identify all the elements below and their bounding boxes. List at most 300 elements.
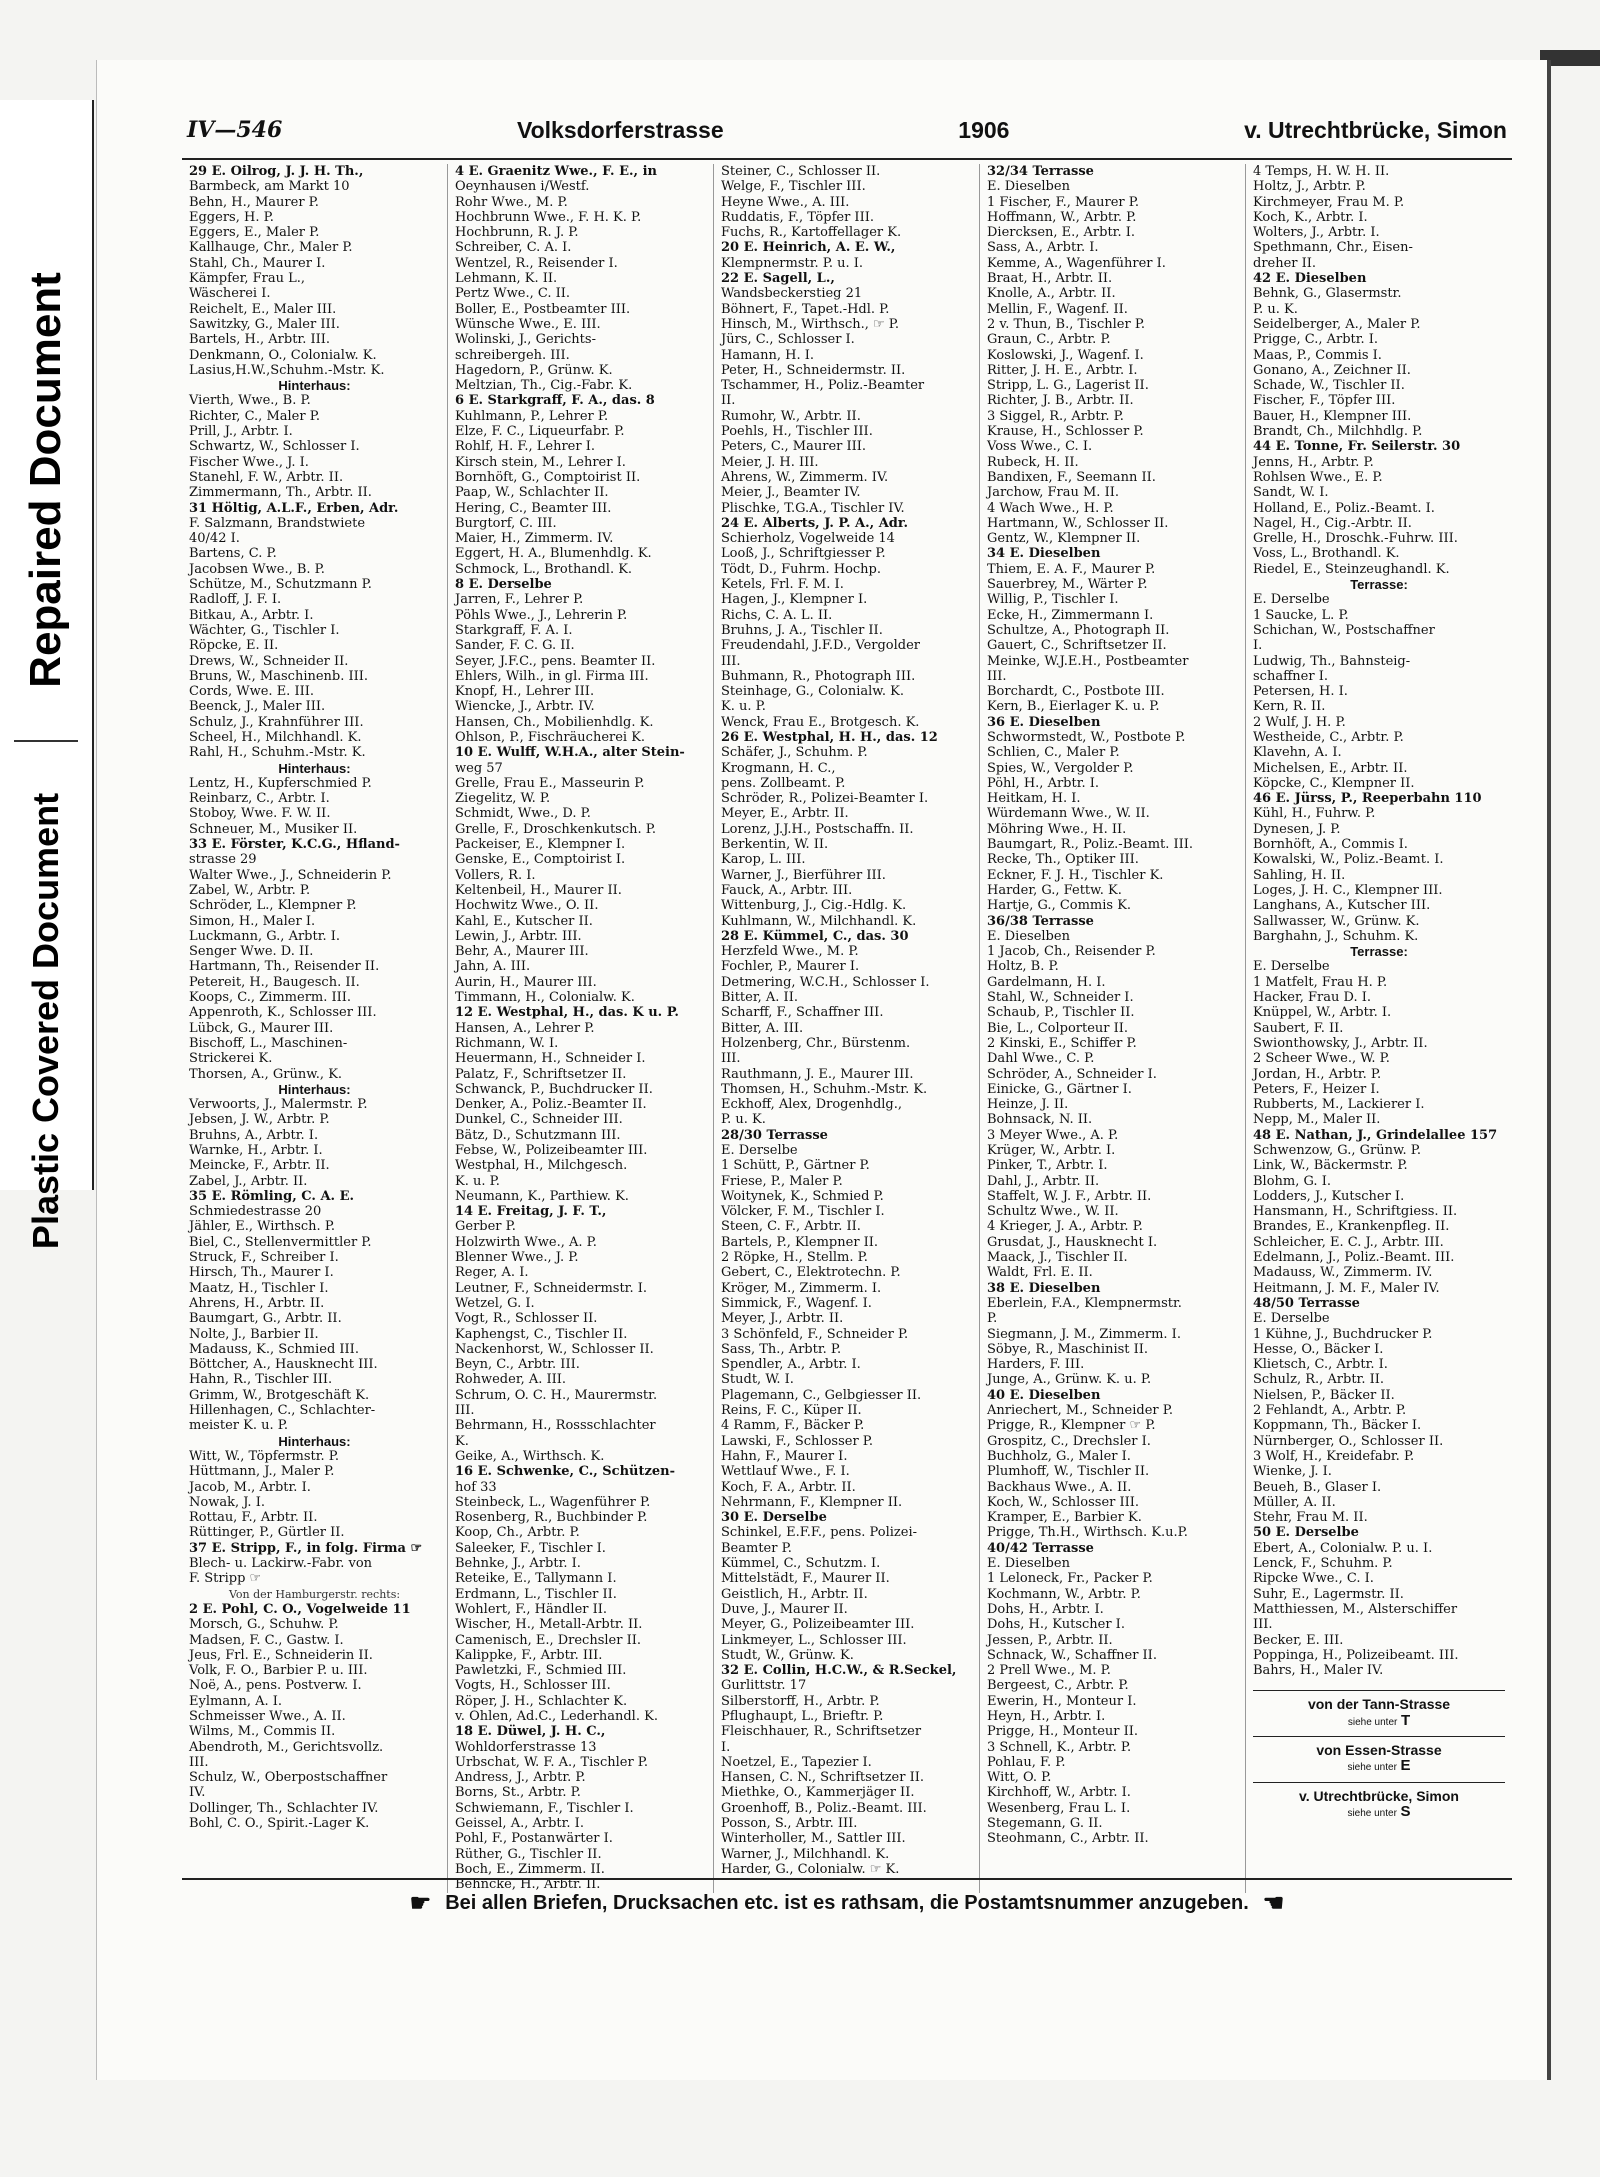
resident-entry: Miethke, O., Kammerjäger II. xyxy=(721,1785,915,1801)
resident-entry: E. Dieselben xyxy=(987,928,1070,944)
resident-entry: Petereit, H., Baugesch. II. xyxy=(189,974,360,990)
resident-entry: Schröder, A., Schneider I. xyxy=(987,1066,1157,1082)
archival-side-tab xyxy=(0,100,94,1250)
house-entry: 34 E. Dieselben xyxy=(987,546,1101,562)
house-entry: 37 E. Stripp, F., in folg. Firma ☞ xyxy=(189,1540,423,1556)
resident-entry: 4 Krieger, J. A., Arbtr. P. xyxy=(987,1219,1143,1235)
resident-entry: Schaub, P., Tischler II. xyxy=(987,1005,1135,1021)
house-entry: 20 E. Heinrich, A. E. W., xyxy=(721,240,896,256)
resident-entry: Lodders, J., Kutscher I. xyxy=(1253,1188,1405,1204)
resident-entry: 2 Prell Wwe., M. P. xyxy=(987,1663,1111,1679)
resident-entry: Freudendahl, J.F.D., Vergolder xyxy=(721,638,921,654)
resident-entry: strasse 29 xyxy=(189,852,257,868)
house-entry: 2 E. Pohl, C. O., Vogelweide 11 xyxy=(189,1601,411,1617)
house-entry: 4 E. Graenitz Wwe., F. E., in xyxy=(455,164,657,179)
resident-entry: Simon, H., Maler I. xyxy=(189,913,316,929)
resident-entry: Voss, L., Brothandl. K. xyxy=(1253,546,1400,562)
house-entry: 38 E. Dieselben xyxy=(987,1280,1101,1296)
house-entry: 40 E. Dieselben xyxy=(987,1387,1101,1403)
resident-entry: Krüger, W., Arbtr. I. xyxy=(987,1143,1116,1158)
resident-entry: Grelle, H., Droschk.-Fuhrw. III. xyxy=(1253,531,1458,547)
resident-entry: Dohs, H., Arbtr. I. xyxy=(987,1601,1104,1617)
resident-entry: Stanehl, F. W., Arbtr. II. xyxy=(189,469,344,485)
section-note: Von der Hamburgerstr. rechts: xyxy=(228,1587,401,1601)
resident-entry: Witt, W., Töpfermstr. P. xyxy=(189,1448,340,1464)
resident-entry: Nagel, H., Cig.-Arbtr. II. xyxy=(1253,515,1412,531)
resident-entry: Hartmann, Th., Reisender II. xyxy=(189,959,380,975)
resident-entry: Schultz Wwe., W. II. xyxy=(987,1204,1119,1220)
resident-entry: Schierholz, Vogelweide 14 xyxy=(721,531,895,547)
resident-entry: Schwormstedt, W., Postbote P. xyxy=(987,729,1186,745)
resident-entry: Reinbarz, C., Arbtr. I. xyxy=(189,791,330,807)
resident-entry: Graun, C., Arbtr. P. xyxy=(987,332,1111,348)
resident-entry: Buhmann, R., Photograph III. xyxy=(721,668,916,684)
resident-entry: E. Dieselben xyxy=(987,179,1070,195)
resident-entry: Wetzel, G. I. xyxy=(455,1295,535,1311)
cross-reference-letter: S xyxy=(1400,1802,1411,1820)
resident-entry: Bartens, C. P. xyxy=(189,546,277,562)
resident-entry: Fleischhauer, R., Schriftsetzer xyxy=(721,1724,922,1740)
resident-entry: Elze, F. C., Liqueurfabr. P. xyxy=(455,424,625,440)
resident-entry: Wohldorferstrasse 13 xyxy=(455,1739,597,1755)
resident-entry: Prill, J., Arbtr. I. xyxy=(189,424,293,440)
resident-entry: Schreiber, C. A. I. xyxy=(455,240,572,256)
resident-entry: 1 Matfelt, Frau H. P. xyxy=(1253,974,1388,990)
resident-entry: Sallwasser, W., Grünw. K. xyxy=(1253,913,1420,929)
resident-entry: Kern, R. II. xyxy=(1253,699,1326,715)
resident-entry: Meincke, F., Arbtr. II. xyxy=(189,1158,330,1174)
resident-entry: Gebert, C., Elektrotechn. P. xyxy=(721,1265,901,1281)
resident-entry: Bruns, W., Maschinenb. III. xyxy=(189,668,369,684)
resident-entry: Lasius,H.W.,Schuhm.-Mstr. K. xyxy=(189,362,385,378)
resident-entry: Pawletzki, F., Schmied III. xyxy=(455,1663,627,1679)
resident-entry: Herzfeld Wwe., M. P. xyxy=(721,944,859,960)
resident-entry: Braat, H., Arbtr. II. xyxy=(987,271,1113,287)
resident-entry: Schleicher, E. C. J., Arbtr. III. xyxy=(1253,1234,1444,1250)
resident-entry: Harder, G., Fettw. K. xyxy=(987,882,1122,898)
resident-entry: Rosenberg, R., Buchbinder P. xyxy=(455,1510,648,1526)
resident-entry: Nowak, J. I. xyxy=(189,1494,265,1510)
resident-entry: Schinkel, E.F.F., pens. Polizei- xyxy=(721,1525,918,1541)
resident-entry: Witt, O. P. xyxy=(987,1770,1052,1786)
resident-entry: Koch, W., Schlosser III. xyxy=(987,1494,1140,1510)
house-entry: 30 E. Derselbe xyxy=(721,1510,827,1526)
resident-entry: Jordan, H., Arbtr. P. xyxy=(1253,1066,1382,1082)
resident-entry: Pöhls Wwe., J., Lehrerin P. xyxy=(455,607,628,623)
resident-entry: Bitter, A. II. xyxy=(721,990,798,1006)
resident-entry: Brandt, Ch., Milchhdlg. P. xyxy=(1253,424,1423,440)
resident-entry: Neumann, K., Parthiew. K. xyxy=(455,1188,629,1204)
resident-entry: 1 Saucke, L. P. xyxy=(1253,607,1349,623)
resident-entry: Reins, F. C., Küper II. xyxy=(721,1403,862,1419)
resident-entry: Beyn, C., Arbtr. III. xyxy=(455,1357,580,1373)
resident-entry: Jähler, E., Wirthsch. P. xyxy=(189,1219,336,1235)
resident-entry: Luckmann, G., Arbtr. I. xyxy=(189,928,341,944)
resident-entry: Maack, J., Tischler II. xyxy=(987,1250,1128,1266)
section-heading: Terrasse: xyxy=(1350,944,1408,960)
resident-entry: Pinker, T., Arbtr. I. xyxy=(987,1158,1108,1174)
resident-entry: Dollinger, Th., Schlachter IV. xyxy=(189,1800,379,1816)
resident-entry: Nielsen, P., Bäcker II. xyxy=(1253,1387,1395,1403)
resident-entry: Schrum, O. C. H., Maurermstr. xyxy=(455,1387,658,1403)
resident-entry: Lawski, F., Schlosser P. xyxy=(721,1433,874,1449)
resident-entry: Mellin, F., Wagenf. II. xyxy=(987,301,1128,317)
resident-entry: Wächter, G., Tischler I. xyxy=(189,622,340,638)
resident-entry: Grelle, Frau E., Masseurin P. xyxy=(455,775,645,791)
resident-entry: Eylmann, A. I. xyxy=(189,1693,282,1709)
house-entry: 44 E. Tonne, Fr. Seilerstr. 30 xyxy=(1253,439,1461,455)
cross-reference-box xyxy=(1253,1690,1505,1736)
resident-entry: Holzenberg, Chr., Bürstenm. xyxy=(721,1035,911,1051)
resident-entry: Klavehn, A. I. xyxy=(1253,745,1342,761)
resident-entry: Ludwig, Th., Bahnsteig- xyxy=(1253,653,1411,669)
section-heading: Hinterhaus: xyxy=(278,1433,351,1449)
resident-entry: Barghahn, J., Schuhm. K. xyxy=(1253,928,1419,944)
resident-entry: Jürs, C., Schlosser I. xyxy=(721,332,855,348)
resident-entry: Jacob, M., Arbtr. I. xyxy=(189,1479,311,1495)
resident-entry: hof 33 xyxy=(455,1479,497,1495)
resident-entry: Geistlich, H., Arbtr. II. xyxy=(721,1586,868,1602)
resident-entry: Völcker, F. M., Tischler I. xyxy=(721,1204,885,1220)
resident-entry: Schultze, A., Photograph II. xyxy=(987,622,1170,638)
pointing-hand-left-icon: ☛ xyxy=(409,1889,432,1917)
column-3 xyxy=(714,164,980,1893)
resident-entry: Bornhöft, A., Commis I. xyxy=(1253,837,1408,853)
resident-entry: Beenck, J., Maler III. xyxy=(189,699,326,715)
resident-entry: Gauert, C., Schriftsetzer II. xyxy=(987,638,1167,654)
header-rule xyxy=(182,158,1512,160)
resident-entry: Kemme, A., Wagenführer I. xyxy=(987,255,1166,271)
resident-entry: Kramper, E., Barbier K. xyxy=(987,1510,1142,1526)
resident-entry: Gardelmann, H. I. xyxy=(987,974,1106,990)
house-entry: 48/50 Terrasse xyxy=(1253,1295,1360,1311)
resident-entry: Baumgart, R., Poliz.-Beamt. III. xyxy=(987,837,1194,853)
resident-entry: Prigge, Th.H., Wirthsch. K.u.P. xyxy=(987,1525,1188,1541)
resident-entry: Schwanck, P., Buchdrucker II. xyxy=(455,1081,653,1097)
resident-entry: Zabel, J., Arbtr. II. xyxy=(189,1173,308,1189)
resident-entry: Klempnermstr. P. u. I. xyxy=(721,255,864,271)
resident-entry: Seidelberger, A., Maler P. xyxy=(1253,316,1421,332)
resident-entry: Jebsen, J. W., Arbtr. P. xyxy=(189,1112,330,1128)
resident-entry: Knolle, A., Arbtr. II. xyxy=(987,286,1116,302)
resident-entry: Beamter P. xyxy=(721,1540,792,1556)
resident-entry: Boch, E., Zimmerm. II. xyxy=(455,1861,605,1877)
resident-entry: Gonano, A., Zeichner II. xyxy=(1253,362,1411,378)
resident-entry: E. Derselbe xyxy=(1253,959,1330,975)
cross-reference-letter: T xyxy=(1400,1711,1411,1729)
resident-entry: Böttcher, A., Hausknecht III. xyxy=(189,1357,378,1373)
resident-entry: Detmering, W.C.H., Schlosser I. xyxy=(721,974,930,990)
resident-entry: Petersen, H. I. xyxy=(1253,684,1348,700)
resident-entry: 2 v. Thun, B., Tischler P. xyxy=(987,316,1146,332)
resident-entry: Saleeker, F., Tischler I. xyxy=(455,1540,606,1556)
house-entry: 6 E. Starkgraff, F. A., das. 8 xyxy=(455,393,655,409)
resident-entry: Geike, A., Wirthsch. K. xyxy=(455,1448,605,1464)
resident-entry: Dohs, H., Kutscher I. xyxy=(987,1617,1125,1633)
resident-entry: Brandes, E., Krankenpfleg. II. xyxy=(1253,1219,1450,1235)
resident-entry: Kalippke, F., Arbtr. III. xyxy=(455,1647,603,1663)
resident-entry: Jacobsen Wwe., B. P. xyxy=(189,561,325,577)
resident-entry: Meyer, E., Arbtr. II. xyxy=(721,806,849,822)
resident-entry: Schmiedestrasse 20 xyxy=(189,1204,322,1220)
resident-entry: Eggers, E., Maler P. xyxy=(189,225,320,241)
cross-reference-title: von Essen-Strasse xyxy=(1316,1741,1442,1758)
house-entry: 48 E. Nathan, J., Grindelallee 157 xyxy=(1253,1127,1498,1143)
resident-entry: Lorenz, J.J.H., Postschaffn. II. xyxy=(721,821,914,837)
resident-entry: Schade, W., Tischler II. xyxy=(1253,378,1405,394)
house-entry: 35 E. Römling, C. A. E. xyxy=(189,1188,355,1204)
directory-columns xyxy=(182,164,1512,1893)
resident-entry: P. xyxy=(987,1311,998,1327)
resident-entry: Kaphengst, C., Tischler II. xyxy=(455,1326,628,1342)
resident-entry: Edelmann, J., Poliz.-Beamt. III. xyxy=(1253,1250,1455,1266)
resident-entry: Scheel, H., Milchhandl. K. xyxy=(189,729,362,745)
resident-entry: Sass, Th., Arbtr. P. xyxy=(721,1341,842,1357)
resident-entry: Rumohr, W., Arbtr. II. xyxy=(721,408,861,424)
resident-entry: Holzwirth Wwe., A. P. xyxy=(455,1234,597,1250)
resident-entry: Pöhl, H., Arbtr. I. xyxy=(987,775,1100,791)
resident-entry: 3 Schönfeld, F., Schneider P. xyxy=(721,1326,909,1342)
resident-entry: Plischke, T.G.A., Tischler IV. xyxy=(721,500,905,516)
column-2 xyxy=(448,164,714,1893)
resident-entry: Fauck, A., Arbtr. III. xyxy=(721,882,853,898)
resident-entry: Kuhlmann, W., Milchhandl. K. xyxy=(721,913,917,929)
street-range: v. Utrechtbrücke, Simon xyxy=(1244,116,1507,143)
cross-reference-title: v. Utrechtbrücke, Simon xyxy=(1298,1787,1459,1804)
resident-entry: 2 Fehlandt, A., Arbtr. P. xyxy=(1253,1403,1407,1419)
resident-entry: Stripp, L. G., Lagerist II. xyxy=(987,378,1149,394)
resident-entry: Studt, W., Grünw. K. xyxy=(721,1647,854,1663)
resident-entry: Nolte, J., Barbier II. xyxy=(189,1326,319,1342)
resident-entry: Riedel, E., Steinzeughandl. K. xyxy=(1253,561,1450,577)
resident-entry: Kochmann, W., Arbtr. P. xyxy=(987,1586,1141,1602)
year: 1906 xyxy=(958,116,1010,143)
resident-entry: Heyn, H., Arbtr. I. xyxy=(987,1708,1106,1724)
resident-entry: Barmbeck, am Markt 10 xyxy=(189,179,350,195)
resident-entry: Kirsch stein, M., Lehrer I. xyxy=(455,454,626,470)
resident-entry: Walter Wwe., J., Schneiderin P. xyxy=(189,867,392,883)
column-5 xyxy=(1246,164,1512,1893)
resident-entry: Madsen, F. C., Gastw. I. xyxy=(189,1632,344,1648)
resident-entry: Berkentin, W. II. xyxy=(721,837,829,853)
resident-entry: Prigge, H., Monteur II. xyxy=(987,1724,1139,1740)
resident-entry: Genske, E., Comptoirist I. xyxy=(455,852,626,868)
resident-entry: Schmeisser Wwe., A. II. xyxy=(189,1708,346,1724)
resident-entry: Eckner, F. J. H., Tischler K. xyxy=(987,867,1164,883)
resident-entry: Kahl, E., Kutscher II. xyxy=(455,913,593,929)
resident-entry: Spies, W., Vergolder P. xyxy=(987,760,1134,776)
resident-entry: Ahrens, H., Arbtr. II. xyxy=(189,1295,325,1311)
resident-entry: Köpcke, C., Klempner II. xyxy=(1253,775,1415,791)
resident-entry: Holland, E., Poliz.-Beamt. I. xyxy=(1253,500,1435,516)
resident-entry: Eckhoff, Alex, Drogenhdlg., xyxy=(721,1097,903,1113)
resident-entry: F. Stripp ☞ xyxy=(189,1571,262,1587)
resident-entry: Krogmann, H. C., xyxy=(721,760,836,776)
resident-entry: Thorsen, A., Grünw., K. xyxy=(189,1066,343,1082)
cross-reference-pointer xyxy=(1253,1758,1505,1775)
resident-entry: Madauss, K., Schmied III. xyxy=(189,1341,359,1357)
resident-entry: Hochwitz Wwe., O. II. xyxy=(455,898,599,914)
resident-entry: Scharff, F., Schaffner III. xyxy=(721,1005,884,1021)
resident-entry: 1 Fischer, F., Maurer P. xyxy=(987,194,1139,210)
resident-entry: Erdmann, L., Tischler II. xyxy=(455,1586,617,1602)
resident-entry: Bohnsack, N. II. xyxy=(987,1112,1093,1128)
resident-entry: Posson, S., Arbtr. III. xyxy=(721,1816,858,1832)
resident-entry: Geissel, A., Arbtr. I. xyxy=(455,1816,584,1832)
street-name: Volksdorferstrasse xyxy=(516,116,724,143)
resident-entry: Vierth, Wwe., B. P. xyxy=(189,393,311,409)
resident-entry: Behrmann, H., Rossschlachter xyxy=(455,1418,656,1434)
resident-entry: Wischer, H., Metall-Arbtr. II. xyxy=(455,1617,643,1633)
resident-entry: Kröger, M., Zimmerm. I. xyxy=(721,1280,882,1296)
resident-entry: Westheide, C., Arbtr. P. xyxy=(1253,729,1404,745)
resident-entry: Senger Wwe. D. II. xyxy=(189,944,314,960)
resident-entry: Sass, A., Arbtr. I. xyxy=(987,240,1099,256)
house-entry: 31 Höltig, A.L.F., Erben, Adr. xyxy=(189,500,399,516)
resident-entry: Peter, H., Schneidermstr. II. xyxy=(721,362,906,378)
resident-entry: Timmann, H., Colonialw. K. xyxy=(455,990,635,1006)
resident-entry: Lübck, G., Maurer III. xyxy=(189,1020,334,1036)
resident-entry: Recke, Th., Optiker III. xyxy=(987,852,1139,868)
resident-entry: Bauer, H., Klempner III. xyxy=(1253,408,1412,424)
resident-entry: Camenisch, E., Drechsler II. xyxy=(455,1632,641,1648)
resident-entry: schreibergeh. III. xyxy=(455,347,570,363)
resident-entry: Sandt, W. I. xyxy=(1253,485,1329,501)
resident-entry: Rubberts, M., Lackierer I. xyxy=(1253,1097,1425,1113)
resident-entry: P. u. K. xyxy=(721,1112,766,1128)
resident-entry: Meinke, W.J.E.H., Postbeamter xyxy=(987,653,1189,669)
resident-entry: Silberstorff, H., Arbtr. P. xyxy=(721,1693,880,1709)
resident-entry: K. u. P. xyxy=(455,1173,500,1189)
resident-entry: Hagedorn, P., Grünw. K. xyxy=(455,362,613,378)
resident-entry: 3 Siggel, R., Arbtr. P. xyxy=(987,408,1124,424)
resident-entry: Buchholz, G., Maler I. xyxy=(987,1448,1131,1464)
resident-entry: P. u. K. xyxy=(1253,301,1298,317)
resident-entry: 1 Kühne, J., Buchdrucker P. xyxy=(1253,1326,1433,1342)
directory-page xyxy=(96,60,1551,2080)
resident-entry: Holtz, J., Arbtr. P. xyxy=(1253,179,1366,195)
resident-entry: III. xyxy=(189,1754,209,1770)
resident-entry: Jenns, H., Arbtr. P. xyxy=(1253,454,1374,470)
resident-entry: Woitynek, K., Schmied P. xyxy=(721,1188,884,1204)
resident-entry: 4 Temps, H. W. H. II. xyxy=(1253,164,1390,179)
house-entry: 36/38 Terrasse xyxy=(987,913,1094,929)
resident-entry: Heyne Wwe., A. III. xyxy=(721,194,850,210)
resident-entry: Grospitz, C., Drechsler I. xyxy=(987,1433,1151,1449)
resident-entry: Schmidt, Wwe., D. P. xyxy=(455,806,591,822)
resident-entry: Schulz, R., Arbtr. II. xyxy=(1253,1372,1384,1388)
resident-entry: Rubeck, H. II. xyxy=(987,454,1079,470)
resident-entry: E. Derselbe xyxy=(1253,1311,1330,1327)
house-entry: 28 E. Kümmel, C., das. 30 xyxy=(721,928,909,944)
resident-entry: Hinsch, M., Wirthsch., ☞ P. xyxy=(721,316,900,332)
resident-entry: Schwiemann, F., Tischler I. xyxy=(455,1800,634,1816)
resident-entry: Stoboy, Wwe. F. W. II. xyxy=(189,806,331,822)
resident-entry: Söbye, R., Maschinist II. xyxy=(987,1341,1149,1357)
resident-entry: Maier, H., Zimmerm. IV. xyxy=(455,531,614,547)
resident-entry: IV. xyxy=(189,1785,206,1801)
resident-entry: Kallhauge, Chr., Maler P. xyxy=(189,240,353,256)
column-4 xyxy=(980,164,1246,1893)
resident-entry: Plagemann, C., Gelbgiesser II. xyxy=(721,1387,922,1403)
resident-entry: Rottau, F., Arbtr. II. xyxy=(189,1510,318,1526)
resident-entry: Schichan, W., Postschaffner xyxy=(1253,622,1435,638)
resident-entry: Ebert, A., Colonialw. P. u. I. xyxy=(1253,1540,1433,1556)
cross-reference-sub: siehe unter xyxy=(1347,1807,1397,1819)
resident-entry: Sauerbrey, M., Wärter P. xyxy=(987,577,1148,593)
resident-entry: Krause, H., Schlosser P. xyxy=(987,424,1144,440)
resident-entry: Boller, E., Postbeamter III. xyxy=(455,301,631,317)
resident-entry: Knopf, H., Lehrer III. xyxy=(455,684,595,700)
resident-entry: Jessen, P., Arbtr. II. xyxy=(987,1632,1113,1648)
resident-entry: Winterholler, M., Sattler III. xyxy=(721,1831,906,1847)
resident-entry: Schmock, L., Brothandl. K. xyxy=(455,561,633,577)
resident-entry: Heuermann, H., Schneider I. xyxy=(455,1051,646,1067)
cross-reference-letter: E xyxy=(1400,1757,1411,1775)
resident-entry: Hering, C., Beamter III. xyxy=(455,500,612,516)
resident-entry: Warner, J., Bierführer III. xyxy=(721,867,886,883)
cross-reference-title: von der Tann-Strasse xyxy=(1307,1696,1451,1713)
resident-entry: Tschammer, H., Poliz.-Beamter xyxy=(721,378,925,394)
resident-entry: Radloff, J. F. I. xyxy=(189,592,282,608)
resident-entry: Eggert, H. A., Blumenhdlg. K. xyxy=(455,546,652,562)
resident-entry: Rahl, H., Schuhm.-Mstr. K. xyxy=(189,745,366,761)
house-entry: 26 E. Westphal, H. H., das. 12 xyxy=(721,729,938,745)
resident-entry: Hesse, O., Bäcker I. xyxy=(1253,1341,1384,1357)
resident-entry: Schwartz, W., Schlosser I. xyxy=(189,439,360,455)
cross-reference-sub: siehe unter xyxy=(1347,1762,1397,1774)
resident-entry: Würdemann Wwe., W. II. xyxy=(987,806,1150,822)
resident-entry: I. xyxy=(721,1739,731,1755)
resident-entry: 3 Schnell, K., Arbtr. P. xyxy=(987,1739,1132,1755)
resident-entry: Welge, F., Tischler III. xyxy=(721,179,866,195)
resident-entry: Fuchs, R., Kartoffellager K. xyxy=(721,225,902,241)
resident-entry: 1 Leloneck, Fr., Packer P. xyxy=(987,1571,1153,1587)
resident-entry: Studt, W. I. xyxy=(721,1372,794,1388)
resident-entry: Hartje, G., Commis K. xyxy=(987,898,1132,914)
resident-entry: Ripcke Wwe., C. I. xyxy=(1253,1571,1374,1587)
resident-entry: Holtz, B. P. xyxy=(987,959,1059,975)
resident-entry: Paap, W., Schlachter II. xyxy=(455,485,609,501)
resident-entry: Duve, J., Maurer II. xyxy=(721,1601,848,1617)
resident-entry: Heinze, J. II. xyxy=(987,1097,1069,1113)
resident-entry: Aurin, H., Maurer III. xyxy=(455,974,597,990)
resident-entry: 2 Röpke, H., Stellm. P. xyxy=(721,1250,868,1266)
resident-entry: Maas, P., Commis I. xyxy=(1253,347,1382,363)
resident-entry: Ritter, J. H. E., Arbtr. I. xyxy=(987,362,1138,378)
resident-entry: Hoffmann, W., Arbtr. P. xyxy=(987,209,1137,225)
resident-entry: Staffelt, W. J. F., Arbtr. II. xyxy=(987,1188,1152,1204)
resident-entry: Ewerin, H., Monteur I. xyxy=(987,1693,1137,1709)
resident-entry: dreher II. xyxy=(1253,255,1317,271)
resident-entry: Schneuer, M., Musiker II. xyxy=(189,821,358,837)
resident-entry: Saubert, F. II. xyxy=(1253,1020,1344,1036)
resident-entry: Prigge, C., Arbtr. I. xyxy=(1253,332,1379,348)
house-entry: 14 E. Freitag, J. F. T., xyxy=(455,1204,607,1220)
resident-entry: Ruddatis, F., Töpfer III. xyxy=(721,209,874,225)
resident-entry: 1 Schütt, P., Gärtner P. xyxy=(721,1158,870,1174)
house-entry: 18 E. Düwel, J. H. C., xyxy=(455,1724,606,1740)
resident-entry: Blohm, G. I. xyxy=(1253,1173,1331,1189)
resident-entry: Fischer, F., Töpfer III. xyxy=(1253,393,1396,409)
resident-entry: III. xyxy=(987,668,1007,684)
resident-entry: Simmick, F., Wagenf. I. xyxy=(721,1295,872,1311)
resident-entry: Jeus, Frl. E., Schneiderin II. xyxy=(189,1647,373,1663)
resident-entry: Kowalski, W., Poliz.-Beamt. I. xyxy=(1253,852,1444,868)
house-entry: 24 E. Alberts, J. P. A., Adr. xyxy=(721,515,909,531)
resident-entry: Gerber P. xyxy=(455,1219,516,1235)
resident-entry: Kühl, H., Fuhrw. P. xyxy=(1253,806,1376,822)
